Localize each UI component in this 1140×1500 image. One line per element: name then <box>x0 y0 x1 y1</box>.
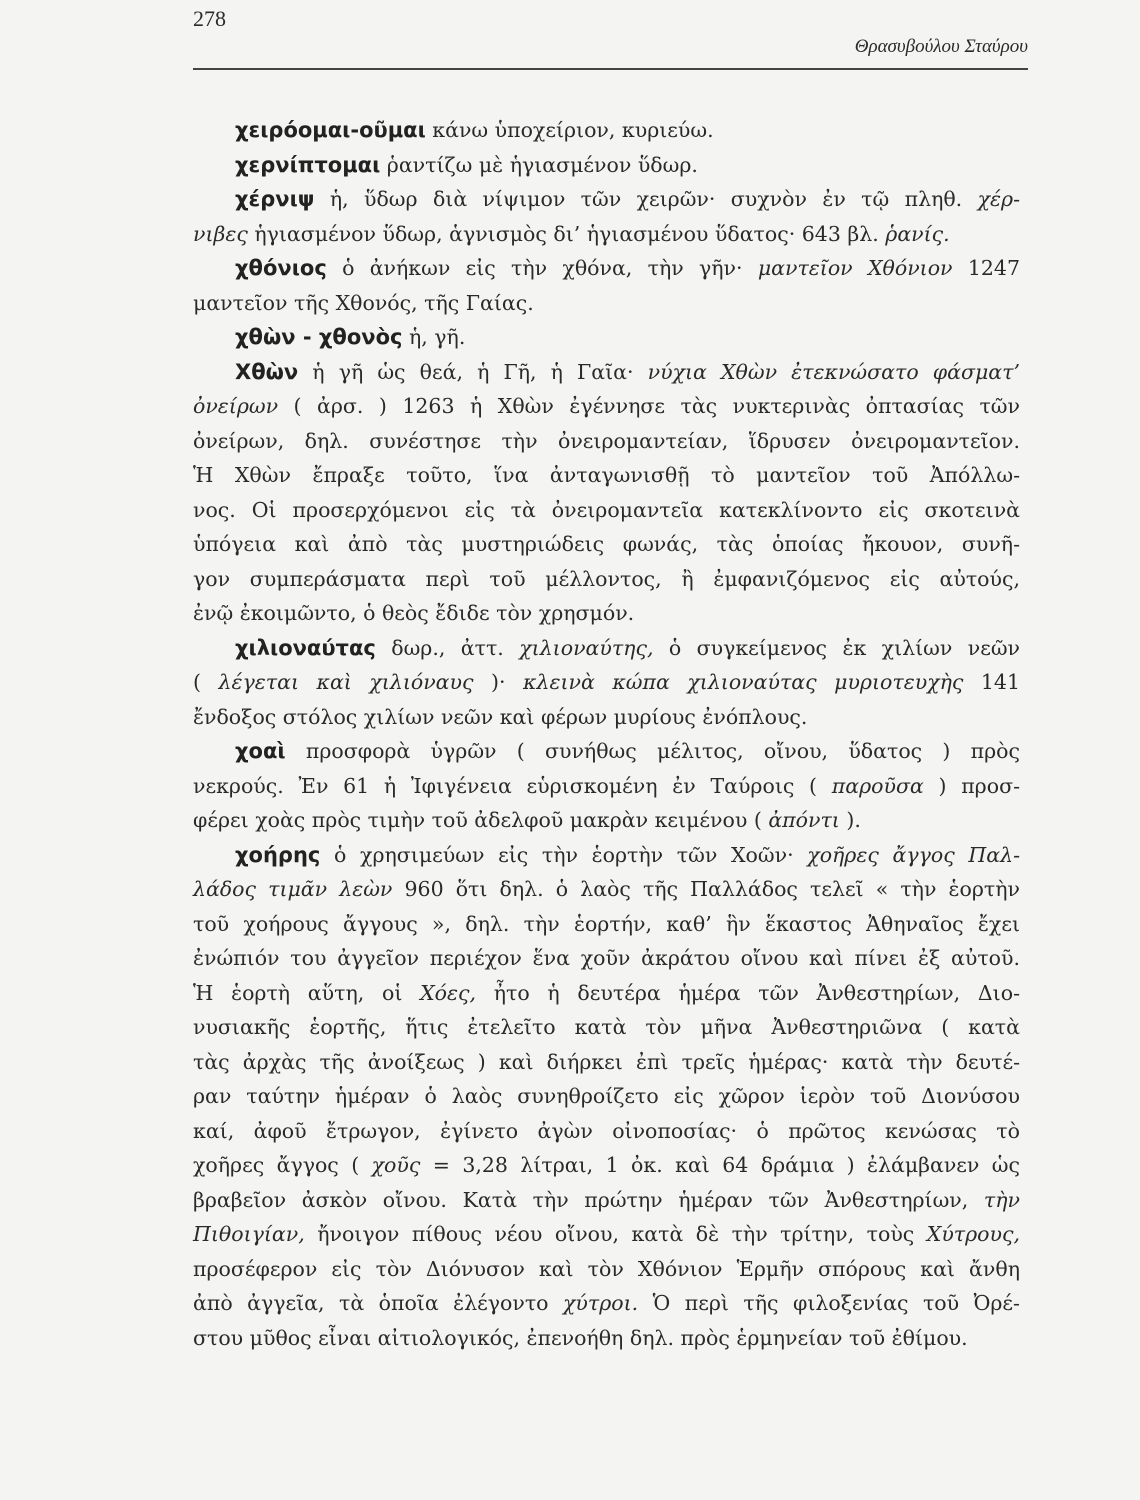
text-line <box>193 320 1020 355</box>
text-line <box>193 838 1020 873</box>
body-text: χοῆρες ἄγγος ( <box>193 1153 372 1177</box>
body-text: ἐνῷ ἐκοιμῶντο, ὁ θεὸς ἔδιδε τὸν χρησμόν. <box>193 601 635 625</box>
italic-text: κλεινὰ κώπα χιλιοναύτας μυριοτευχὴς <box>523 670 964 694</box>
body-text: καί, ἀφοῦ ἔτρωγον, ἐγίνετο ἀγὼν οἰνοποσίας· ὁ πρῶτος κενώσας τὸ <box>193 1118 1020 1143</box>
body-text: νεκρούς. Ἐν 61 ἡ Ἰφιγένεια εὑρισκομένη ἐν Ταύροις ( <box>193 773 832 798</box>
text-line <box>193 1286 1020 1321</box>
body-text: ( <box>193 670 219 694</box>
body-text: νυσιακῆς ἑορτῆς, ἥτις ἐτελεῖτο κατὰ τὸν μῆνα Ἀνθεστηριῶνα ( κατὰ <box>193 1015 1020 1039</box>
headword: χοαὶ <box>235 739 286 763</box>
body-text: )· <box>473 670 524 694</box>
text-line <box>193 631 1020 666</box>
italic-text: τὴν <box>983 1187 1020 1212</box>
body-text: ἐνώπιόν του ἀγγεῖον περιέχον ἕνα χοῦν ἀκράτου οἴνου καὶ πίνει ἐξ αὐτοῦ. <box>193 946 1020 970</box>
text-line <box>193 562 1020 597</box>
italic-text: χοῦς <box>371 1153 421 1177</box>
headword: χοήρης <box>235 842 321 867</box>
text-line <box>193 941 1020 976</box>
body-text: 960 ὅτι δηλ. ὁ λαὸς τῆς Παλλάδος τελεῖ « τὴν ἑορτὴν <box>392 877 1021 901</box>
italic-text: χιλιοναύτης, <box>519 635 654 660</box>
text-line <box>193 493 1020 528</box>
italic-text: νύχια Χθὼν ἐτεκνώσατο φάσματ’ <box>647 359 1020 384</box>
header-rule <box>193 68 1028 70</box>
body-text: στου μῦθος εἶναι αἰτιολογικός, ἐπενοήθη δηλ. πρὸς ἑρμηνείαν τοῦ ἐθίμου. <box>193 1325 968 1350</box>
text-line <box>193 769 1020 804</box>
italic-text: λέγεται καὶ χιλιόναυς <box>218 670 474 694</box>
italic-text: χύτροι. <box>563 1291 639 1315</box>
text-line <box>193 148 1020 183</box>
italic-text: παροῦσα <box>831 773 924 798</box>
body-text: Ἡ ἑορτὴ αὕτη, οἱ <box>193 980 421 1005</box>
italic-text: νιβες <box>193 221 248 246</box>
text-line <box>193 976 1020 1011</box>
headword: χειρόομαι-οῦμαι <box>235 118 426 142</box>
body-text: = 3,28 λίτραι, 1 ὀκ. καὶ 64 δράμια ) ἐλάμβανεν ὡς <box>420 1153 1021 1177</box>
text-line <box>193 596 1020 631</box>
text-line <box>193 355 1020 390</box>
text-line <box>193 251 1020 286</box>
body-text: ὁ ἀνήκων εἰς τὴν χθόνα, τὴν γῆν· <box>326 256 758 280</box>
text-line <box>193 113 1020 148</box>
headword: χθὼν - χθονὸς <box>235 325 403 349</box>
text-line <box>193 700 1020 735</box>
body-text: ( ἀρσ. ) 1263 ἡ Χθὼν ἐγέννησε τὰς νυκτερινὰς ὀπτασίας τῶν <box>278 394 1020 418</box>
text-line <box>193 803 1020 838</box>
text-line <box>193 1114 1020 1149</box>
body-text: ἡ, ὕδωρ διὰ νίψιμον τῶν χειρῶν· συχνὸν ἐν τῷ πληθ. <box>314 187 978 211</box>
body-text: ἀπὸ ἀγγεῖα, τὰ ὁποῖα ἐλέγοντο <box>193 1291 563 1315</box>
text-line <box>193 1183 1020 1218</box>
text-line <box>193 217 1020 252</box>
text-line <box>193 1010 1020 1045</box>
text-line <box>193 1148 1020 1183</box>
body-text: νος. Οἱ προσερχόμενοι εἰς τὰ ὀνειρομαντεῖα κατεκλίνοντο εἰς σκοτεινὰ <box>193 497 1020 522</box>
headword: χερνίπτομαι <box>235 152 381 177</box>
body-text: 141 <box>963 670 1021 694</box>
italic-text: χέρ- <box>977 187 1020 211</box>
text-line <box>193 907 1020 942</box>
body-text: ) προσ- <box>923 773 1020 798</box>
body-text: ἡ, γῆ. <box>402 325 466 349</box>
body-text: ὁ συγκείμενος ἐκ χιλίων νεῶν <box>653 635 1020 660</box>
body-text: δωρ., ἀττ. <box>375 635 520 660</box>
text-line <box>193 1217 1020 1252</box>
body-text: Ἡ Χθὼν ἔπραξε τοῦτο, ἵνα ἀνταγωνισθῇ τὸ μαντεῖον τοῦ Ἀπόλλω- <box>193 463 1020 487</box>
text-line <box>193 1252 1020 1287</box>
text-line <box>193 389 1020 424</box>
text-line <box>193 665 1020 700</box>
text-line <box>193 1079 1020 1114</box>
body-text: προσφορὰ ὑγρῶν ( συνήθως μέλιτος, οἴνου, ὕδατος ) πρὸς <box>285 739 1020 763</box>
italic-text: Χόες, <box>420 980 477 1005</box>
body-text: βραβεῖον ἀσκὸν οἴνου. Κατὰ τὴν πρώτην ἡμέραν τῶν Ἀνθεστηρίων, <box>193 1187 984 1212</box>
italic-text: Χύτρους, <box>926 1222 1020 1246</box>
dictionary-text <box>193 113 1020 1355</box>
body-text: ἤνοιγον πίθους νέου οἴνου, κατὰ δὲ τὴν τρίτην, τοὺς <box>304 1222 927 1246</box>
body-text: κάνω ὑποχείριον, κυριεύω. <box>425 118 714 142</box>
headword: Χθὼν <box>235 359 299 384</box>
headword: χθόνιος <box>235 256 327 280</box>
italic-text: ῥανίς. <box>885 221 950 246</box>
italic-text: χοῆρες ἄγγος Παλ- <box>807 842 1020 867</box>
text-line <box>193 527 1020 562</box>
body-text: ραν ταύτην ἡμέραν ὁ λαὸς συνηθροίζετο εἰς χῶρον ἱερὸν τοῦ Διονύσου <box>193 1084 1020 1108</box>
body-text: φέρει χοὰς πρὸς τιμὴν τοῦ ἀδελφοῦ μακρὰν κειμένου ( <box>193 808 769 832</box>
body-text: Ὁ περὶ τῆς φιλοξενίας τοῦ Ὀρέ- <box>638 1291 1020 1315</box>
headword: χιλιοναύτας <box>235 635 376 660</box>
italic-text: μαντεῖον Χθόνιον <box>757 256 953 280</box>
text-line <box>193 734 1020 769</box>
headword: χέρνιψ <box>235 187 315 211</box>
body-text: ὁ χρησιμεύων εἰς τὴν ἑορτὴν τῶν Χοῶν· <box>320 842 808 867</box>
body-text: ). <box>839 808 861 832</box>
page-number: 278 <box>193 6 226 31</box>
italic-text: ἀπόντι <box>768 808 840 832</box>
text-line <box>193 1321 1020 1356</box>
body-text: ἦτο ἡ δευτέρα ἡμέρα τῶν Ἀνθεστηρίων, Διο- <box>476 980 1020 1005</box>
body-text: ἔνδοξος στόλος χιλίων νεῶν καὶ φέρων μυρίους ἐνόπλους. <box>193 704 808 729</box>
body-text: ὀνείρων, δηλ. συνέστησε τὴν ὀνειρομαντείαν, ἵδρυσεν ὀνειρομαντεῖον. <box>193 428 1020 453</box>
italic-text: Πιθοιγίαν, <box>193 1222 305 1246</box>
body-text: ἡ γῆ ὡς θεά, ἡ Γῆ, ἡ Γαῖα· <box>298 359 648 384</box>
body-text: τὰς ἀρχὰς τῆς ἀνοίξεως ) καὶ διήρκει ἐπὶ τρεῖς ἡμέρας· κατὰ τὴν δευτέ- <box>193 1049 1020 1074</box>
body-text: ἡγιασμένον ὕδωρ, ἁγνισμὸς δι’ ἡγιασμένου ὕδατος· 643 βλ. <box>247 221 886 246</box>
text-line <box>193 872 1020 907</box>
italic-text: λάδος τιμᾶν λεὼν <box>193 877 393 901</box>
body-text: ῥαντίζω μὲ ἡγιασμένον ὕδωρ. <box>380 152 698 177</box>
text-line <box>193 458 1020 493</box>
body-text: ὑπόγεια καὶ ἀπὸ τὰς μυστηριώδεις φωνάς, τὰς ὁποίας ἤκουον, συνῆ- <box>193 532 1020 556</box>
body-text: προσέφερον εἰς τὸν Διόνυσον καὶ τὸν Χθόνιον Ἑρμῆν σπόρους καὶ ἄνθη <box>193 1256 1020 1281</box>
body-text: τοῦ χοήρους ἄγγους », δηλ. τὴν ἑορτήν, καθ’ ἣν ἕκαστος Ἀθηναῖος ἔχει <box>193 911 1020 936</box>
text-line <box>193 182 1020 217</box>
body-text: γον συμπεράσματα περὶ τοῦ μέλλοντος, ἢ ἐμφανιζόμενος εἰς αὐτούς, <box>193 566 1020 591</box>
text-line <box>193 1045 1020 1080</box>
text-line <box>193 286 1020 321</box>
body-text: μαντεῖον τῆς Χθονός, τῆς Γαίας. <box>193 290 534 315</box>
body-text: 1247 <box>952 256 1020 280</box>
italic-text: ὀνείρων <box>193 394 279 418</box>
running-head: Θρασυβούλου Σταύρου <box>854 36 1028 57</box>
text-line <box>193 424 1020 459</box>
